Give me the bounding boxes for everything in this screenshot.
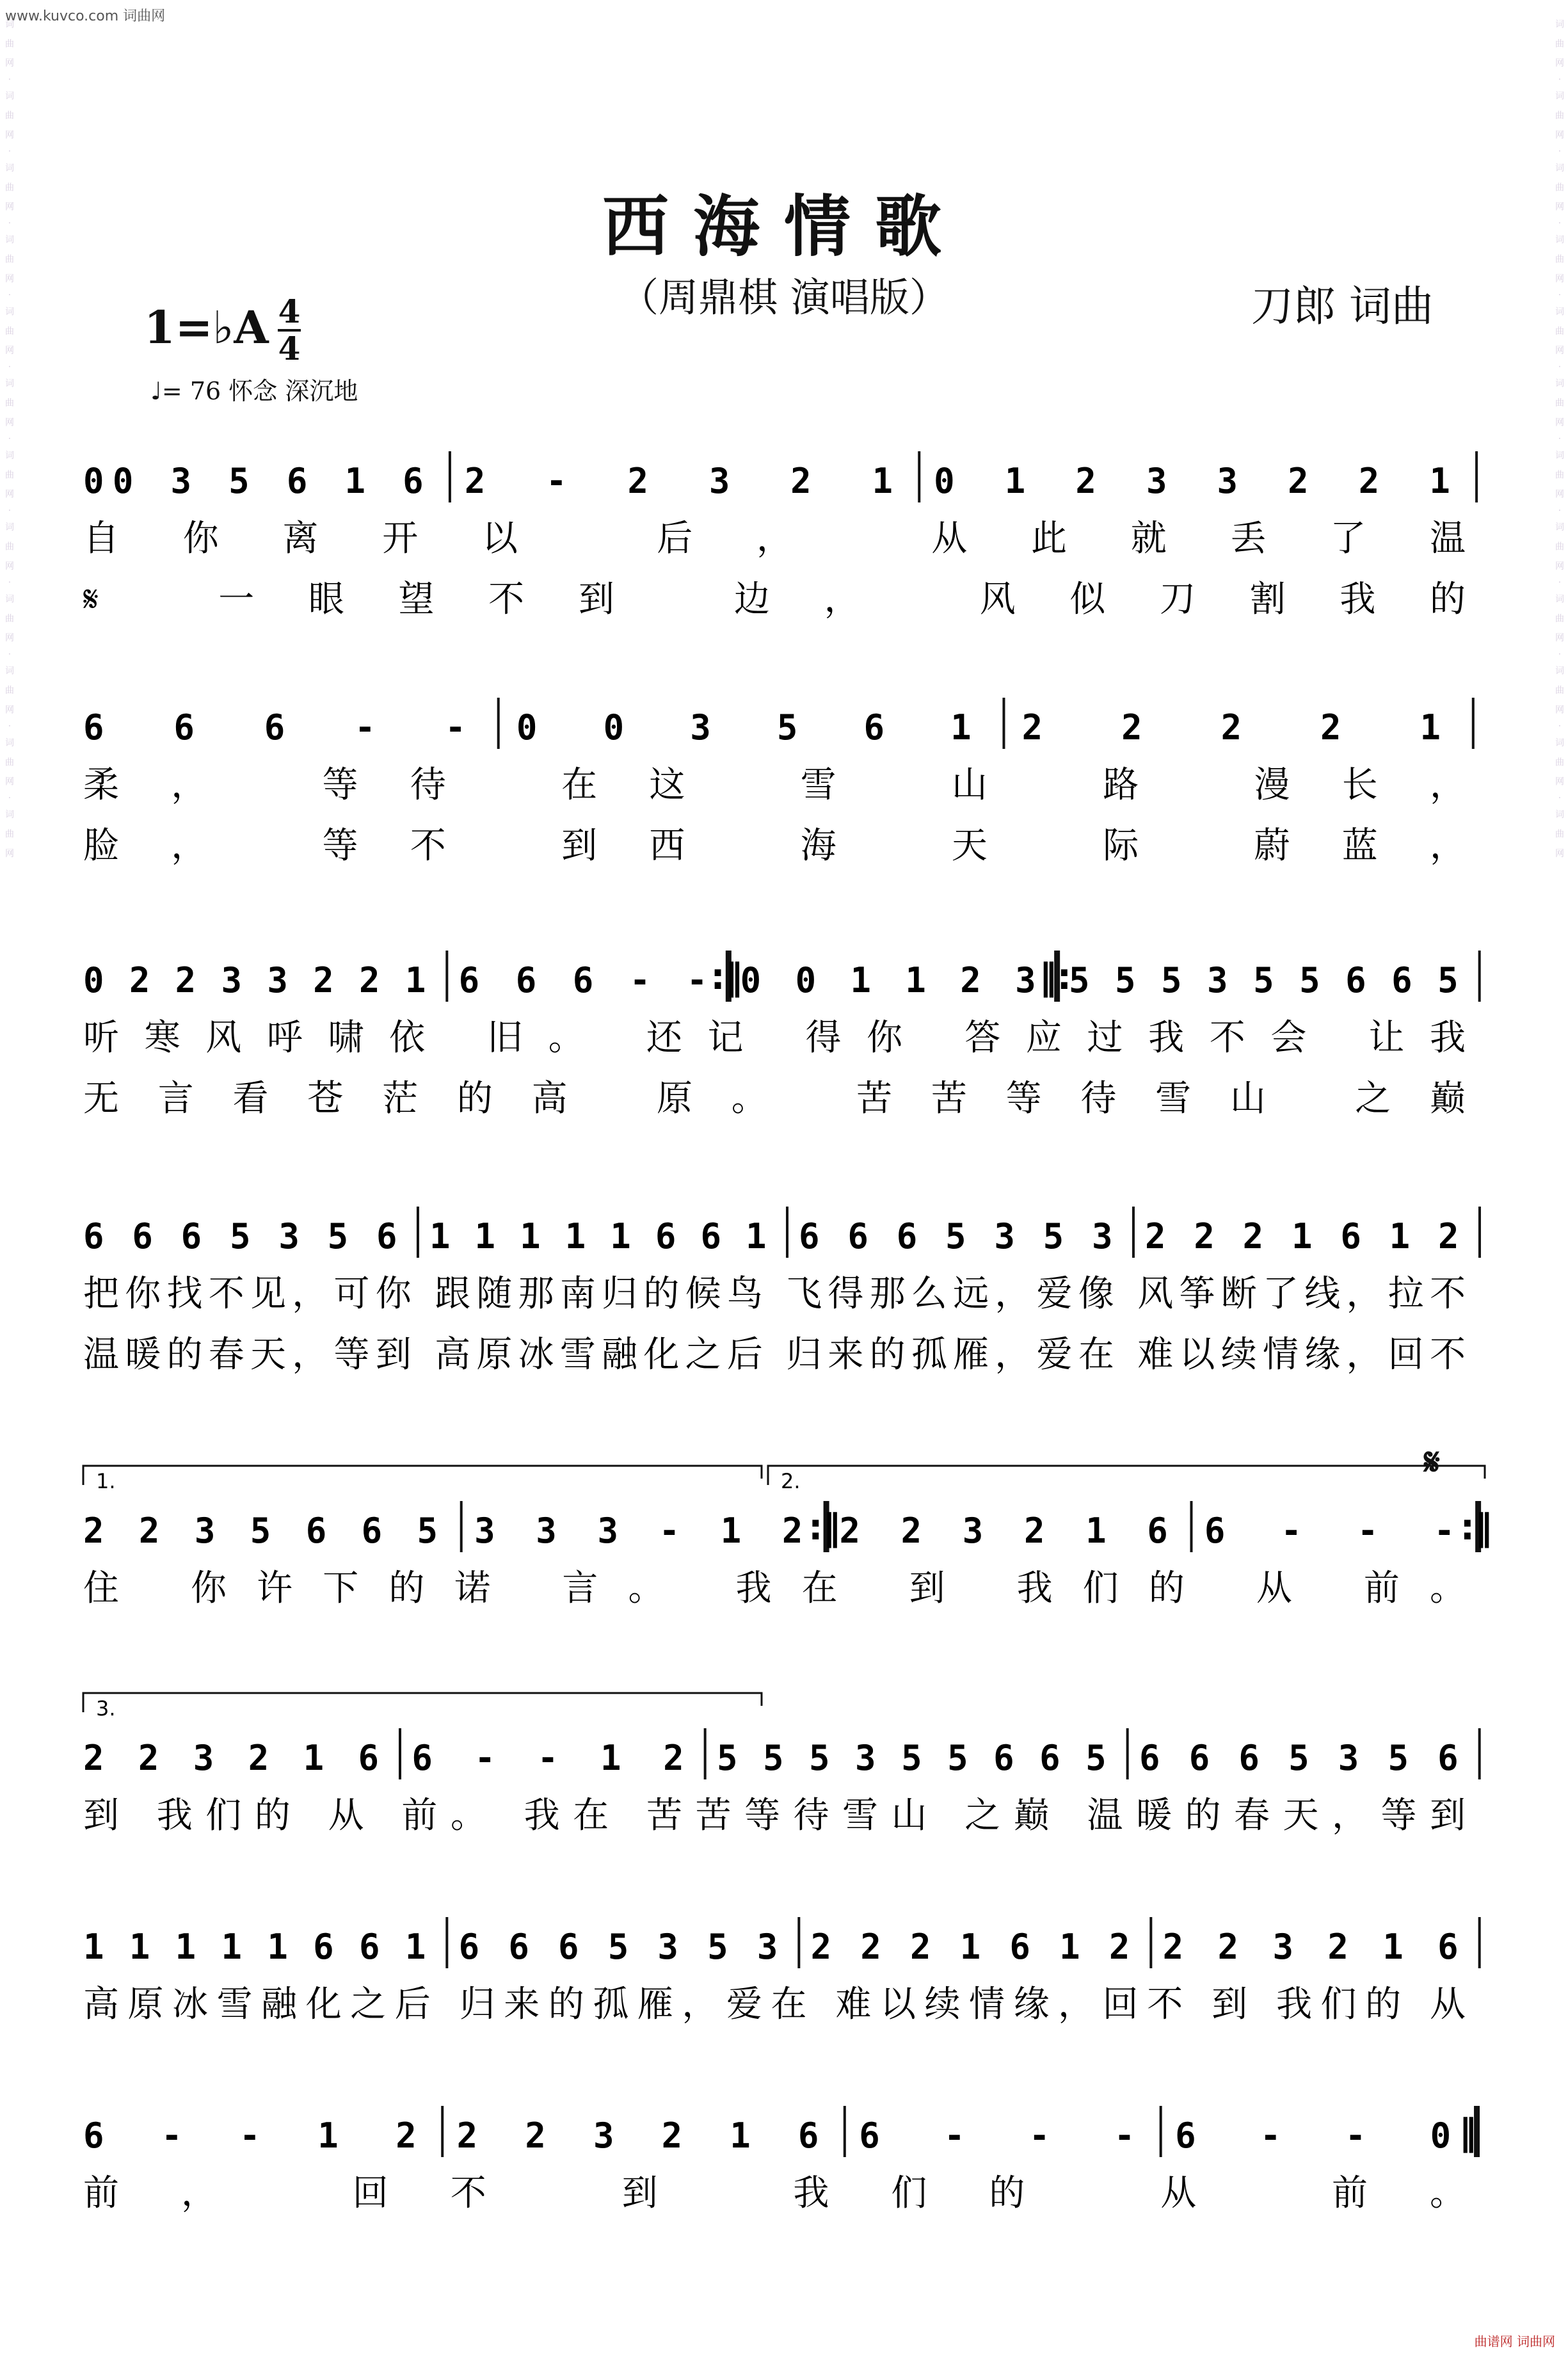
note-group: 2 2 3 2 1 6 xyxy=(839,1511,1168,1551)
song-credit: 刀郎 词曲 xyxy=(1251,282,1434,331)
lyric-line: 无言看苍茫的高 原。 苦苦等待雪山 之巅 xyxy=(83,1078,1466,1120)
note-group: 6 - - 0 xyxy=(1175,2115,1452,2156)
note-group: 0 0 3 5 6 1 xyxy=(516,707,972,748)
note-group: 0 3 5 6 1 6 xyxy=(112,461,424,501)
song-subtitle: （周鼎棋 演唱版） xyxy=(619,274,949,321)
note-group: 5 5 5 3 5 5 6 6 5 xyxy=(1069,960,1459,1000)
ending-label: 3. xyxy=(96,1696,116,1721)
note-group: 2 2 2 1 6 1 2 xyxy=(810,1927,1130,1967)
source-url: www.kuvco.com 词曲网 xyxy=(5,8,166,24)
note-group: 2 2 2 1 6 1 2 xyxy=(1145,1216,1459,1256)
lyric-line: 温暖的春天，等到 高原冰雪融化之后 归来的孤雁，爱在 难以续情缘，回不 xyxy=(83,1334,1466,1376)
segno-sign: 𝄋 xyxy=(1424,1440,1440,1484)
lyric-line: 住 你许下的诺 言。 我在 到 我们的 从 前。 xyxy=(83,1568,1466,1609)
note-group: 6 6 6 5 3 5 6 xyxy=(83,1216,397,1256)
note-group: 1 1 1 1 1 6 6 1 xyxy=(429,1216,767,1256)
note-group: 6 - - - xyxy=(1204,1511,1455,1551)
note-group: 6 - - - xyxy=(859,2115,1135,2156)
tempo-marking: ♩= 76 怀念 深沉地 xyxy=(150,377,358,405)
note-group: 6 - - 1 2 xyxy=(412,1738,684,1778)
repeat-sign: :‖ xyxy=(710,956,743,998)
lyric-line: 把你找不见，可你 跟随那南归的候鸟 飞得那么远，爱像 风筝断了线，拉不 xyxy=(83,1273,1466,1315)
note-group: 6 6 6 - - xyxy=(458,960,708,1000)
note-group: 2 - 2 3 2 1 xyxy=(464,461,893,501)
lyric-line: 到 我们的 从 前。 我在 苦苦等待雪山 之巅 温暖的春天，等到 xyxy=(83,1795,1466,1836)
side-watermark-left: 词 曲 网 · 词 曲 网 · 词 曲 网 · 词 曲 网 · 词 曲 网 · 词 曲 网 · 词 曲 网 · 词 曲 网 · 词 曲 网 · 词 曲 网 · 词 曲 网 · 词 曲 网 xyxy=(4,19,14,862)
ending-label: 2. xyxy=(781,1469,801,1493)
ending-bracket xyxy=(83,1466,762,1485)
lyric-line: 脸， 等不 到西 海 天 际 蔚蓝， xyxy=(83,825,1466,867)
ending-bracket xyxy=(83,1693,762,1712)
note-group: 0 1 2 3 3 2 2 1 xyxy=(934,461,1450,501)
note-group: 2 2 3 2 1 6 xyxy=(83,1738,379,1778)
lyric-line: 前， 回不 到 我们的 从 前。 xyxy=(83,2172,1466,2214)
repeat-sign: ‖: xyxy=(1039,956,1072,998)
lyric-line: 高原冰雪融化之后 归来的孤雁，爱在 难以续情缘，回不 到 我们的 从 xyxy=(83,1984,1466,2025)
lyric-line: 柔， 等待 在这 雪 山 路 漫长， xyxy=(83,764,1466,806)
key-signature: 1=♭A xyxy=(144,301,269,354)
repeat-sign: :‖ xyxy=(1460,1507,1493,1548)
time-bottom: 4 xyxy=(278,330,301,367)
note-group: 6 6 6 5 3 5 3 xyxy=(458,1927,778,1967)
lyric-line: 听寒风呼啸依 旧。 还记 得你 答应过我不会 让我 xyxy=(83,1017,1466,1059)
note-group: 6 - - 1 2 xyxy=(83,2115,417,2156)
note-group: 0 xyxy=(83,461,104,501)
song-title: 西海情歌 xyxy=(602,187,966,266)
note-group: 1 1 1 1 1 6 6 1 xyxy=(83,1927,426,1967)
ending-bracket xyxy=(768,1466,1485,1485)
lyric-line: 自你离开以 后， 从此就丢了温 xyxy=(83,518,1466,559)
repeat-sign: ‖ xyxy=(1459,2112,1477,2153)
note-group: 6 6 6 - - xyxy=(83,707,466,748)
note-group: 6 6 6 5 3 5 6 xyxy=(1139,1738,1459,1778)
footer-logo: 曲谱网 词曲网 xyxy=(1474,2334,1555,2349)
side-watermark-right: 词 曲 网 · 词 曲 网 · 词 曲 网 · 词 曲 网 · 词 曲 网 · 词 曲 网 · 词 曲 网 · 词 曲 网 · 词 曲 网 · 词 曲 网 · 词 曲 网 · 词 曲 网 xyxy=(1554,19,1564,862)
note-group: 2 2 2 2 1 xyxy=(1021,707,1441,748)
time-top: 4 xyxy=(278,293,301,330)
note-group: 2 2 3 5 6 6 5 xyxy=(83,1511,438,1551)
lyric-line: 𝄋 一眼望不到 边， 风似刀割我的 xyxy=(83,579,1466,620)
note-group: 3 3 3 - 1 2 xyxy=(474,1511,803,1551)
note-group: 2 2 3 2 1 6 xyxy=(456,2115,819,2156)
note-group: 0 2 2 3 3 2 2 1 xyxy=(83,960,426,1000)
note-group: 2 2 3 2 1 6 xyxy=(1162,1927,1459,1967)
note-group: 0 0 1 1 2 3 xyxy=(740,960,1036,1000)
repeat-sign: :‖ xyxy=(808,1507,841,1548)
ending-label: 1. xyxy=(96,1469,116,1493)
note-group: 5 5 5 3 5 5 6 6 5 xyxy=(717,1738,1107,1778)
note-group: 6 6 6 5 3 5 3 xyxy=(799,1216,1113,1256)
